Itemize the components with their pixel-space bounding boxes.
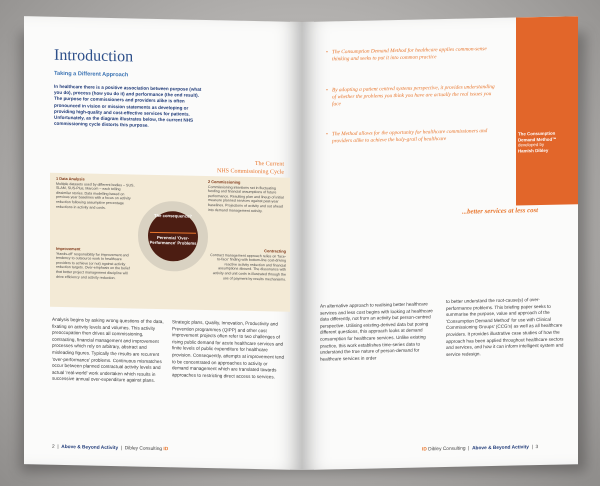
right-page: [302, 16, 578, 470]
contracting-text: Contract management approach relies on 'face-to-face' finding with bottom-line cost-driving reactive activity reduction and financial assumptions abound. The dissonance with activity and unit costs is illustrated through the use of payment by results mechanisms.: [210, 252, 286, 282]
page-number: 3: [535, 445, 539, 451]
improvement-box: [56, 247, 136, 281]
core-question: The consequence?: [154, 212, 192, 219]
commissioning-title: 2 Commissioning: [208, 179, 241, 185]
orange-caption-line1: The Consumption: [518, 130, 556, 137]
pull-quote-1: [326, 46, 497, 63]
body-column-3: An alternative approach to realising better healthcare services and less cost begins with looking at healthcare data differently, not from an activity but person-centred perspective. Utilising existing-derived data but posing different questions, this approach looks at demand consumption for healthcare services. Unlike existing practice, this work establishes time-series data to understand the true nature of person-demand for healthcare services in order: [320, 301, 433, 362]
pull-quote-1-text: The Consumption Demand Method for healthcare applies common-sense thinking and seeks to put it into common practice: [332, 46, 487, 63]
body-column-1: Analysis begins by asking wrong questions of the data, fixating on activity levels and volumes. This activity preoccupation then drives all commissioning, contracting, financial management and improvement processes which rely on arbitrary, abstract and misleading figures. Typically the results are recurrent 'over-performance' problems. Continuous mismatches occur between planned contractual activity levels and actual 'real-world' work undertaken which results in successive annual over-expenditure against plans.: [52, 316, 164, 384]
contracting-box: [210, 248, 286, 282]
bullet-icon: •: [326, 131, 328, 138]
section-subtitle: Taking a Different Approach: [54, 70, 129, 79]
improvement-text: 'Hands-off' responsibility for improvement and tendency to outsource work to healthcare providers to achieve (or not) against activity reduction targets. Over-emphasis on the belief that better project management discipline will drive efficiency and activity reduction.: [56, 251, 130, 280]
page-number: 2: [52, 444, 55, 450]
orange-caption-line2: Demand Method™: [518, 136, 557, 143]
left-page: [24, 16, 302, 470]
pull-quote-3-text: The Method allows for the opportunity for healthcare commissioners and providers alike to achieve the holy-grail of healthcare: [332, 128, 488, 145]
improvement-title: Improvement: [56, 245, 81, 252]
tagline: ...better services at less cost: [462, 207, 539, 216]
footer-title: Above & Beyond Activity: [61, 444, 119, 452]
brand-logo-icon: ID: [422, 447, 427, 453]
bullet-icon: •: [326, 49, 328, 56]
body-column-2: Strategic plans, Quality, Innovation, Productivity and Prevention programmes (QIPP) and other cost improvement projects often refer to two challenges of rising public demand for acute healthcare services and finite levels of public expenditure for healthcare provision. Consequently, attempts at improvement tend to be concentrated on approaches to activity or demand management which are translated towards approaches to restricting direct access to services.: [172, 319, 285, 380]
commissioning-cycle-diagram: [50, 173, 290, 312]
footer-brand: Dibley Consulting: [428, 446, 466, 453]
pull-quote-3: [326, 128, 497, 145]
footer-brand: Dibley Consulting: [124, 446, 163, 453]
brand-logo-icon: ID: [163, 447, 169, 453]
orange-caption-line4: Hamish Dibley: [518, 147, 549, 154]
commissioning-box: [208, 180, 286, 214]
bullet-icon: •: [326, 87, 328, 94]
data-analysis-title: 1 Data Analysis: [56, 175, 85, 182]
right-footer: ID Dibley Consulting | Above & Beyond Activity | 3: [422, 445, 539, 453]
data-analysis-box: [56, 177, 136, 211]
orange-sidebar-caption: [518, 130, 572, 154]
diagram-title-line1: The Current: [254, 161, 284, 168]
commissioning-text: Commissioning intentions set in fluctuating funding and financial assumptions of future performance. Resulting plan and lineup of initial measure planned services against past-year baselines. Projections of activity and out ahead into demand management activity.: [208, 184, 284, 213]
diagram-title: [174, 159, 284, 176]
orange-caption-line3: developed by: [518, 142, 545, 148]
pull-quote-2: [326, 83, 497, 108]
diagram-title-line2: NHS Commissioning Cycle: [216, 167, 284, 176]
body-column-4: to better understand the root-cause(s) of over-performance problems. This briefing paper seeks to summarise the purpose, value and approach of the 'Consumption Demand Method' for use with Clinical Commissioning Groups' (CCG's) as well as all healthcare providers. It provides illustrative case studies of how the approach has been applied throughout healthcare sectors and services, and how it can inform intelligent system and service redesign.: [446, 297, 564, 357]
pull-quote-2-text: By adopting a patient centred systems perspective, it provides understanding of whether the problems you think you have are actually the real issues you face: [332, 83, 495, 108]
footer-title: Above & Beyond Activity: [472, 445, 529, 452]
left-footer: 2 | Above & Beyond Activity | Dibley Consulting ID: [52, 444, 169, 453]
intro-paragraph: In healthcare there is a positive association between purpose (what you do), process (how you do it) and performance (the end result). The purpose for commissioners and providers alike is often pronounced in vision or mission statements as developing or providing high-quality and cost-effective services for patients. Unfortunately, as the diagram illustrates below, the current NHS commissioning cycle distorts this purpose.: [54, 83, 202, 129]
contracting-title: Contracting: [264, 248, 286, 254]
page-title: Introduction: [54, 46, 134, 66]
core-answer: Perennial 'Over-Performance' Problems: [149, 234, 197, 246]
orange-sidebar: [516, 16, 578, 205]
data-analysis-text: Multiple datasets used by different bodies – SUS, SLAM, SUS-Plus, Marcom – each telling dissimilar stories. Data modelling based on previous year baselines with a focus on activity reduction following assumptive percentage reductions in activity and costs.: [56, 181, 135, 210]
